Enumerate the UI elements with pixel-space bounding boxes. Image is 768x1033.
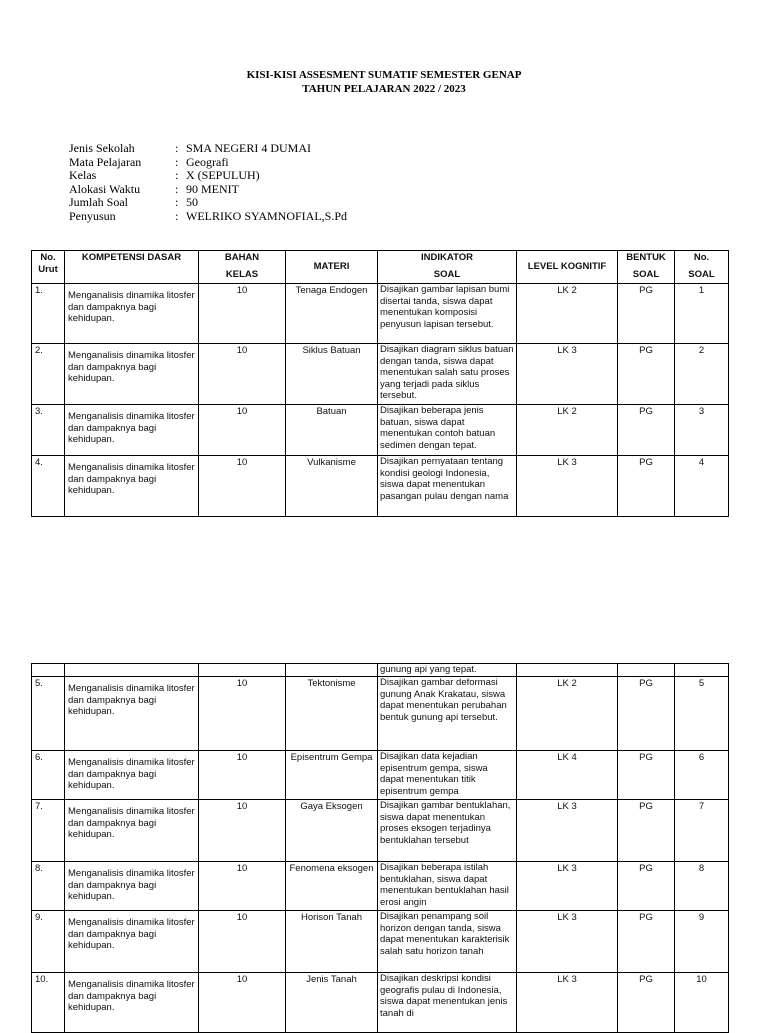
header-indikator: INDIKATOR SOAL xyxy=(378,251,517,284)
row-nosoal: 10 xyxy=(675,973,729,1033)
row-nosoal: 5 xyxy=(675,677,729,751)
info-row-questions xyxy=(69,196,347,210)
row-nosoal: 7 xyxy=(675,800,729,862)
table-header-row xyxy=(32,251,729,284)
row-materi: Fenomena eksogen xyxy=(286,862,378,911)
row-nosoal: 3 xyxy=(675,405,729,456)
info-value: Geografi xyxy=(186,154,229,169)
row-kd: Menganalisis dinamika litosfer dan dampaknya bagi kehidupan. xyxy=(65,911,199,973)
row-bentuk: PG xyxy=(618,800,675,862)
row-kelas: 10 xyxy=(199,973,286,1033)
row-no: 3. xyxy=(32,405,65,456)
row-no: 5. xyxy=(32,677,65,751)
header-level: LEVEL KOGNITIF xyxy=(517,251,618,284)
info-value: 50 xyxy=(186,195,198,209)
info-label: Jenis Sekolah xyxy=(69,141,135,155)
info-colon: : xyxy=(175,168,179,182)
row-bentuk: PG xyxy=(618,405,675,456)
table-row xyxy=(32,751,729,800)
row-kd: Menganalisis dinamika litosfer dan dampaknya bagi kehidupan. xyxy=(65,800,199,862)
row-nosoal: 1 xyxy=(675,284,729,344)
row-kelas: 10 xyxy=(199,344,286,405)
row-bentuk: PG xyxy=(618,751,675,800)
header-nosoal: No. SOAL xyxy=(675,251,729,284)
header-kd: KOMPETENSI DASAR xyxy=(65,251,199,284)
row-no: 7. xyxy=(32,800,65,862)
row-kelas: 10 xyxy=(199,862,286,911)
row-level: LK 3 xyxy=(517,344,618,405)
row-indikator: Disajikan diagram siklus batuan dengan tanda, siswa dapat menentukan salah satu proses yang terjadi pada siklus tersebut. xyxy=(378,344,517,405)
row-kelas: 10 xyxy=(199,800,286,862)
row-indikator: Disajikan gambar bentuklahan, siswa dapat menentukan proses eksogen terjadinya bentuklahan tersebut xyxy=(378,800,517,862)
info-value: 90 MENIT xyxy=(186,181,239,196)
row-materi: Horison Tanah xyxy=(286,911,378,973)
row-no: 1. xyxy=(32,284,65,344)
row-materi: Episentrum Gempa xyxy=(286,751,378,800)
info-row-class xyxy=(69,169,347,183)
row-bentuk: PG xyxy=(618,911,675,973)
info-label: Alokasi Waktu xyxy=(69,181,141,196)
row-level: LK 2 xyxy=(517,677,618,751)
row-level: LK 4 xyxy=(517,751,618,800)
row-no: 10. xyxy=(32,973,65,1033)
info-colon: : xyxy=(175,195,179,209)
row-kd: Menganalisis dinamika litosfer dan dampaknya bagi kehidupan. xyxy=(65,284,199,344)
kisi-kisi-table-continued xyxy=(31,663,729,1033)
table-row xyxy=(32,405,729,456)
row-indikator: Disajikan data kejadian episentrum gempa, siswa dapat menentukan titik episentrum gempa xyxy=(378,751,517,800)
row-no: 8. xyxy=(32,862,65,911)
row-indikator: Disajikan beberapa jenis batuan, siswa dapat menentukan contoh batuan sedimen dengan tepat. xyxy=(378,405,517,456)
info-label: Jumlah Soal xyxy=(69,195,128,209)
row-no: 6. xyxy=(32,751,65,800)
row-materi: Siklus Batuan xyxy=(286,344,378,405)
info-colon: : xyxy=(175,154,179,169)
row-no: 4. xyxy=(32,456,65,517)
document-title: KISI-KISI ASSESMENT SUMATIF SEMESTER GENAP xyxy=(246,69,522,81)
row-kd: Menganalisis dinamika litosfer dan dampaknya bagi kehidupan. xyxy=(65,677,199,751)
row-bentuk: PG xyxy=(618,456,675,517)
row-level: LK 2 xyxy=(517,284,618,344)
header-materi: MATERI xyxy=(286,251,378,284)
row-nosoal: 8 xyxy=(675,862,729,911)
info-label: Mata Pelajaran xyxy=(69,154,142,169)
row-kelas: 10 xyxy=(199,284,286,344)
row-no: 9. xyxy=(32,911,65,973)
row-materi: Jenis Tanah xyxy=(286,973,378,1033)
document-subtitle: TAHUN PELAJARAN 2022 / 2023 xyxy=(302,83,466,95)
row-level: LK 3 xyxy=(517,800,618,862)
info-label: Penyusun xyxy=(69,208,116,223)
row-materi: Tenaga Endogen xyxy=(286,284,378,344)
info-row-school xyxy=(69,142,347,156)
row-nosoal: 4 xyxy=(675,456,729,517)
table-row xyxy=(32,456,729,517)
row-level: LK 3 xyxy=(517,973,618,1033)
info-label: Kelas xyxy=(69,168,97,182)
table-row xyxy=(32,344,729,405)
info-row-author xyxy=(69,210,347,224)
row-level: LK 3 xyxy=(517,862,618,911)
info-value: WELRIKO SYAMNOFIAL,S.Pd xyxy=(186,208,348,223)
row-level: LK 3 xyxy=(517,456,618,517)
table-row xyxy=(32,284,729,344)
row-indikator: Disajikan gambar deformasi gunung Anak Krakatau, siswa dapat menentukan perubahan bentuk gunung api tersebut. xyxy=(378,677,517,751)
info-colon: : xyxy=(175,181,179,196)
table-row xyxy=(32,800,729,862)
row-materi: Vulkanisme xyxy=(286,456,378,517)
header-no: No. Urut xyxy=(32,251,65,284)
kisi-kisi-table xyxy=(31,250,729,517)
row-kelas: 10 xyxy=(199,751,286,800)
row-kd: Menganalisis dinamika litosfer dan dampaknya bagi kehidupan. xyxy=(65,751,199,800)
row-kd: Menganalisis dinamika litosfer dan dampaknya bagi kehidupan. xyxy=(65,862,199,911)
row-kelas: 10 xyxy=(199,405,286,456)
row-kd: Menganalisis dinamika litosfer dan dampaknya bagi kehidupan. xyxy=(65,973,199,1033)
info-value: X (SEPULUH) xyxy=(186,168,260,182)
row-nosoal: 2 xyxy=(675,344,729,405)
row-indikator-continuation: gunung api yang tepat. xyxy=(378,664,517,677)
info-value: SMA NEGERI 4 DUMAI xyxy=(186,141,312,155)
row-kelas: 10 xyxy=(199,911,286,973)
row-kd: Menganalisis dinamika litosfer dan dampaknya bagi kehidupan. xyxy=(65,456,199,517)
row-bentuk: PG xyxy=(618,973,675,1033)
row-indikator: Disajikan pernyataan tentang kondisi geologi Indonesia, siswa dapat menentukan pasangan pulau dengan nama xyxy=(378,456,517,517)
row-level: LK 2 xyxy=(517,405,618,456)
row-indikator: Disajikan gambar lapisan bumi disertai tanda, siswa dapat menentukan komposisi penyusun lapisan tersebut. xyxy=(378,284,517,344)
row-kelas: 10 xyxy=(199,677,286,751)
table-row xyxy=(32,677,729,751)
row-kelas: 10 xyxy=(199,456,286,517)
row-indikator: Disajikan penampang soil horizon dengan tanda, siswa dapat menentukan karakterisik salah satu horizon tanah xyxy=(378,911,517,973)
header-kelas: BAHAN KELAS xyxy=(199,251,286,284)
row-bentuk: PG xyxy=(618,862,675,911)
row-materi: Batuan xyxy=(286,405,378,456)
row-kd: Menganalisis dinamika litosfer dan dampaknya bagi kehidupan. xyxy=(65,405,199,456)
header-bentuk: BENTUK SOAL xyxy=(618,251,675,284)
row-no: 2. xyxy=(32,344,65,405)
row-bentuk: PG xyxy=(618,344,675,405)
table-row-continuation xyxy=(32,664,729,677)
row-bentuk: PG xyxy=(618,677,675,751)
row-indikator: Disajikan beberapa istilah bentuklahan, siswa dapat menentukan bentuklahan hasil erosi angin xyxy=(378,862,517,911)
row-materi: Gaya Eksogen xyxy=(286,800,378,862)
row-nosoal: 9 xyxy=(675,911,729,973)
row-indikator: Disajikan deskripsi kondisi geografis pulau di Indonesia, siswa dapat menentukan jenis tanah di xyxy=(378,973,517,1033)
row-materi: Tektonisme xyxy=(286,677,378,751)
info-colon: : xyxy=(175,208,179,223)
info-row-time xyxy=(69,183,347,197)
info-row-subject xyxy=(69,156,347,170)
info-colon: : xyxy=(175,141,179,155)
table-row xyxy=(32,911,729,973)
row-nosoal: 6 xyxy=(675,751,729,800)
row-kd: Menganalisis dinamika litosfer dan dampaknya bagi kehidupan. xyxy=(65,344,199,405)
school-info xyxy=(69,142,347,223)
row-bentuk: PG xyxy=(618,284,675,344)
table-row xyxy=(32,862,729,911)
row-level: LK 3 xyxy=(517,911,618,973)
